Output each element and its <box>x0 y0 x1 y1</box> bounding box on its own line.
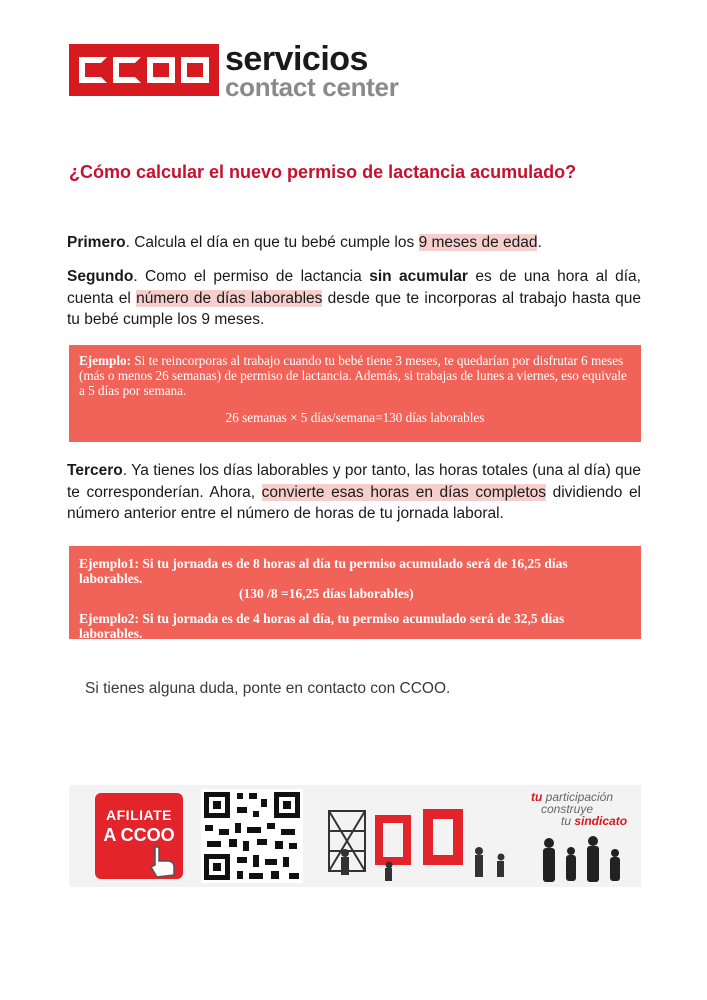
ccoo-logo-letters <box>79 57 209 83</box>
logo-contact-center: contact center <box>225 72 399 102</box>
pointing-hand-icon <box>147 845 177 879</box>
ejemplo2-calc: (130/4 = 32,5 días laborables) <box>239 641 407 656</box>
ejemplo1-text: Ejemplo1: Si tu jornada es de 8 horas al día tu permiso acumulado será de 16,25 días laborables. <box>79 556 568 586</box>
people-silhouettes-icon <box>531 833 631 885</box>
highlight-dias-laborables: número de días laborables <box>136 289 323 307</box>
ejemplo2-text: Ejemplo2: Si tu jornada es de 4 horas al día, tu permiso acumulado será de 32,5 días laborables. <box>79 611 565 641</box>
page-title: ¿Cómo calcular el nuevo permiso de lactancia acumulado? <box>69 162 577 182</box>
slogan: tu participación construye tu sindicato <box>531 790 628 828</box>
ejemplo1-calc: (130 /8 =16,25 días laborables) <box>239 586 414 601</box>
highlight-9-meses: 9 meses de edad <box>418 234 538 251</box>
scaffold-illustration-icon <box>319 791 519 883</box>
example-box-2 <box>69 546 641 656</box>
footer-banner[interactable] <box>69 785 641 887</box>
paragraph-primero: Primero. Calcula el día en que tu bebé cumple los 9 meses de edad. <box>67 234 542 251</box>
example-box-1: Ejemplo: Si te reincorporas al trabajo cuando tu bebé tiene 3 meses, te quedarían por disfrutar 6 meses (más o menos 26 semanas) de permiso de lactancia. Además, si trabajas de lunes a viernes, eso equivale a 5 días por semana. 26 semanas × 5 días/semana=130 días laborables <box>69 345 641 442</box>
contact-note: Si tienes alguna duda, ponte en contacto con CCOO. <box>85 680 451 697</box>
paragraph-tercero: Tercero. Ya tienes los días laborables y por tanto, las horas totales (una al día) que te corresponderían. Ahora, convierte esas horas en días completos dividiendo el número anterior entre el número de horas de tu jornada laboral. <box>67 462 642 522</box>
ccoo-logo <box>69 40 399 102</box>
example-calculation: 26 semanas × 5 días/semana=130 días laborables <box>225 410 485 425</box>
logo-servicios: servicios <box>225 40 368 78</box>
highlight-convierte: convierte esas horas en días completos <box>261 483 547 501</box>
paragraph-segundo: Segundo. Como el permiso de lactancia sin acumular es de una hora al día, cuenta el número de días laborables desde que te incorporas al trabajo hasta que tu bebé cumple los 9 meses. <box>67 268 641 328</box>
afiliate-badge[interactable]: AFILIATE A CCOO <box>95 793 183 879</box>
qr-code-icon[interactable] <box>201 789 303 883</box>
ccoo-logo-mark <box>69 44 219 96</box>
